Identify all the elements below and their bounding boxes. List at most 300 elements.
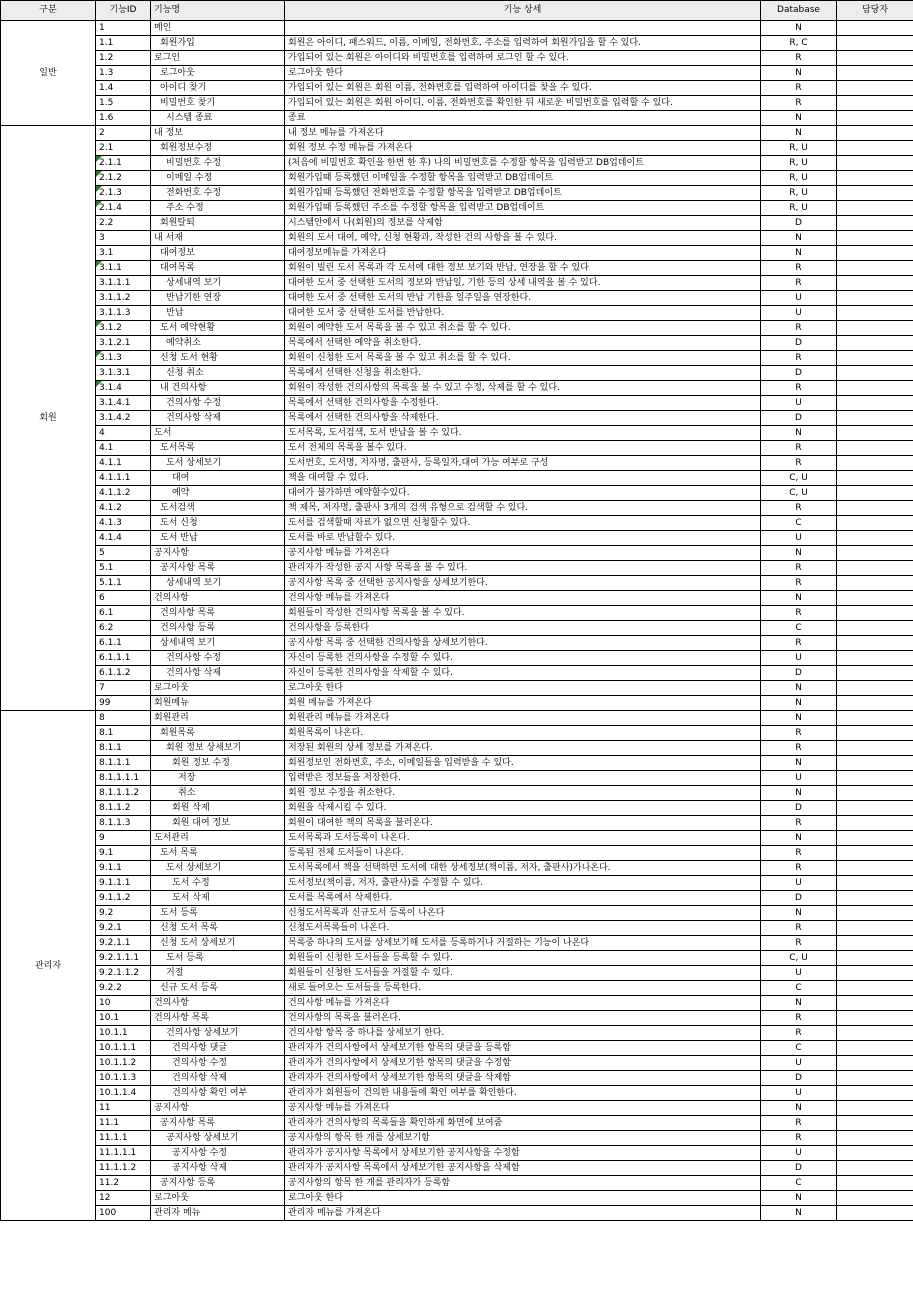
owner-cell: [837, 96, 913, 111]
function-name-cell: 대여목록: [151, 261, 285, 276]
owner-cell: [837, 1101, 913, 1116]
function-detail-cell: 대여한 도서 중 선택한 도서의 정보와 반납일, 기한 등의 상세 내역을 볼 수 있다.: [285, 276, 761, 291]
table-row: [1, 846, 913, 861]
database-cell: N: [761, 696, 837, 711]
owner-cell: [837, 396, 913, 411]
owner-cell: [837, 441, 913, 456]
database-cell: R: [761, 1026, 837, 1041]
function-id-cell: 11.1: [96, 1116, 151, 1131]
owner-cell: [837, 606, 913, 621]
database-cell: C: [761, 981, 837, 996]
table-row: [1, 621, 913, 636]
owner-cell: [837, 291, 913, 306]
owner-cell: [837, 756, 913, 771]
function-detail-cell: 가입되어 있는 회원은 회원 이름, 전화번호를 입력하여 아이디를 찾을 수 있다.: [285, 81, 761, 96]
database-cell: N: [761, 111, 837, 126]
function-name-cell: 회원메뉴: [151, 696, 285, 711]
function-name-cell: 공지사항 수정: [151, 1146, 285, 1161]
owner-cell: [837, 456, 913, 471]
header-function-id: 기능ID: [96, 1, 151, 21]
owner-cell: [837, 171, 913, 186]
function-detail-cell: 책을 대여할 수 있다.: [285, 471, 761, 486]
function-detail-cell: 회원을 삭제시킬 수 있다.: [285, 801, 761, 816]
database-cell: U: [761, 531, 837, 546]
database-cell: R: [761, 351, 837, 366]
owner-cell: [837, 696, 913, 711]
function-name-cell: 도서 상세보기: [151, 861, 285, 876]
function-id-cell: 3.1.1.1: [96, 276, 151, 291]
function-detail-cell: 공지사항 목록 중 선택한 공지사항을 상세보기한다.: [285, 576, 761, 591]
owner-cell: [837, 681, 913, 696]
function-id-cell: 8.1.1.1.1: [96, 771, 151, 786]
owner-cell: [837, 966, 913, 981]
owner-cell: [837, 636, 913, 651]
table-row: [1, 96, 913, 111]
function-detail-cell: 회원의 도서 대여, 예약, 신청 현황과, 작성한 건의 사항을 볼 수 있다.: [285, 231, 761, 246]
function-detail-cell: 회원 정보 수정을 취소한다.: [285, 786, 761, 801]
table-row: [1, 441, 913, 456]
function-id-cell: 99: [96, 696, 151, 711]
function-detail-cell: 회원 정보 수정 메뉴를 가져온다: [285, 141, 761, 156]
function-name-cell: 메인: [151, 21, 285, 36]
database-cell: D: [761, 366, 837, 381]
owner-cell: [837, 591, 913, 606]
function-name-cell: 건의사항 삭제: [151, 411, 285, 426]
function-name-cell: 건의사항 수정: [151, 396, 285, 411]
table-row: [1, 666, 913, 681]
function-detail-cell: 회원이 예약한 도서 목록을 볼 수 있고 취소를 할 수 있다.: [285, 321, 761, 336]
database-cell: R: [761, 81, 837, 96]
database-cell: R: [761, 561, 837, 576]
function-name-cell: 공지사항: [151, 1101, 285, 1116]
function-name-cell: 회원가입: [151, 36, 285, 51]
table-row: [1, 1041, 913, 1056]
owner-cell: [837, 711, 913, 726]
function-id-cell: 11.1.1.1: [96, 1146, 151, 1161]
function-detail-cell: 관리자가 건의사항에서 상세보기한 항목의 댓글을 수정함: [285, 1056, 761, 1071]
function-name-cell: 반납기한 연장: [151, 291, 285, 306]
table-row: [1, 456, 913, 471]
function-detail-cell: 대여정보메뉴를 가져온다: [285, 246, 761, 261]
function-name-cell: 회원정보수정: [151, 141, 285, 156]
function-id-cell: 4.1.2: [96, 501, 151, 516]
owner-cell: [837, 1071, 913, 1086]
owner-cell: [837, 111, 913, 126]
function-name-cell: 회원 정보 수정: [151, 756, 285, 771]
function-id-cell: 2.1.1: [96, 156, 151, 171]
function-detail-cell: [285, 21, 761, 36]
table-row: [1, 981, 913, 996]
database-cell: D: [761, 336, 837, 351]
table-row: [1, 156, 913, 171]
owner-cell: [837, 891, 913, 906]
table-row: [1, 696, 913, 711]
owner-cell: [837, 621, 913, 636]
function-id-cell: 3.1.2.1: [96, 336, 151, 351]
table-row: [1, 336, 913, 351]
function-name-cell: 건의사항 상세보기: [151, 1026, 285, 1041]
function-detail-cell: 회원가입때 등록했던 이메일을 수정할 항목을 입력받고 DB업데이트: [285, 171, 761, 186]
function-detail-cell: 로그아웃 한다: [285, 681, 761, 696]
owner-cell: [837, 516, 913, 531]
function-name-cell: 건의사항 수정: [151, 651, 285, 666]
function-detail-cell: 내 정보 메뉴를 가져온다: [285, 126, 761, 141]
function-detail-cell: 신청도서목록들이 나온다.: [285, 921, 761, 936]
owner-cell: [837, 1206, 913, 1221]
function-name-cell: 로그아웃: [151, 66, 285, 81]
owner-cell: [837, 936, 913, 951]
table-row: [1, 141, 913, 156]
function-id-cell: 9.2.1: [96, 921, 151, 936]
function-id-cell: 3.1.2: [96, 321, 151, 336]
database-cell: U: [761, 1146, 837, 1161]
function-id-cell: 9.2.1.1: [96, 936, 151, 951]
function-name-cell: 건의사항 댓글: [151, 1041, 285, 1056]
table-row: [1, 801, 913, 816]
table-row: [1, 756, 913, 771]
function-detail-cell: 회원은 아이디, 패스워드, 이름, 이메일, 전화번호, 주소를 입력하여 회원가입을 할 수 있다.: [285, 36, 761, 51]
function-id-cell: 3.1.1: [96, 261, 151, 276]
function-id-cell: 1.4: [96, 81, 151, 96]
owner-cell: [837, 186, 913, 201]
table-row: [1, 1206, 913, 1221]
table-row: [1, 531, 913, 546]
table-row: [1, 921, 913, 936]
table-row: [1, 36, 913, 51]
owner-cell: [837, 411, 913, 426]
table-row: [1, 171, 913, 186]
table-row: [1, 1176, 913, 1191]
function-detail-cell: 시스템안에서 나(회원)의 정보를 삭제함: [285, 216, 761, 231]
function-name-cell: 건의사항 수정: [151, 1056, 285, 1071]
owner-cell: [837, 921, 913, 936]
function-id-cell: 1.3: [96, 66, 151, 81]
function-name-cell: 반납: [151, 306, 285, 321]
function-name-cell: 전화번호 수정: [151, 186, 285, 201]
owner-cell: [837, 81, 913, 96]
owner-cell: [837, 576, 913, 591]
database-cell: N: [761, 1101, 837, 1116]
function-name-cell: 내 건의사항: [151, 381, 285, 396]
function-detail-cell: 종료: [285, 111, 761, 126]
function-detail-cell: 회원관리 메뉴를 가져온다: [285, 711, 761, 726]
owner-cell: [837, 321, 913, 336]
table-row: [1, 291, 913, 306]
database-cell: N: [761, 1206, 837, 1221]
database-cell: U: [761, 966, 837, 981]
function-detail-cell: 관리자가 건의사항에서 상세보기한 항목의 댓글을 삭제함: [285, 1071, 761, 1086]
function-name-cell: 내 서재: [151, 231, 285, 246]
owner-cell: [837, 996, 913, 1011]
table-row: [1, 21, 913, 36]
database-cell: N: [761, 1191, 837, 1206]
owner-cell: [837, 66, 913, 81]
database-cell: C: [761, 1041, 837, 1056]
function-id-cell: 2.1.4: [96, 201, 151, 216]
table-row: [1, 351, 913, 366]
owner-cell: [837, 336, 913, 351]
table-row: [1, 1161, 913, 1176]
function-detail-cell: 관리자가 건의사항의 목록들을 확인하게 화면에 보여줌: [285, 1116, 761, 1131]
table-row: [1, 1086, 913, 1101]
database-cell: R: [761, 1116, 837, 1131]
table-row: [1, 936, 913, 951]
table-row: [1, 1116, 913, 1131]
function-name-cell: 건의사항 삭제: [151, 1071, 285, 1086]
function-name-cell: 공지사항 목록: [151, 1116, 285, 1131]
category-cell: 관리자: [1, 711, 96, 1221]
function-detail-cell: 목록에서 선택한 건의사항을 삭제한다.: [285, 411, 761, 426]
table-row: [1, 951, 913, 966]
database-cell: R: [761, 96, 837, 111]
function-id-cell: 1.1: [96, 36, 151, 51]
owner-cell: [837, 351, 913, 366]
function-detail-cell: 공지사항의 항목 한 개를 상세보기함: [285, 1131, 761, 1146]
function-detail-cell: 건의사항을 등록한다: [285, 621, 761, 636]
table-row: [1, 246, 913, 261]
function-name-cell: 도서 상세보기: [151, 456, 285, 471]
function-name-cell: 시스템 종료: [151, 111, 285, 126]
table-row: [1, 126, 913, 141]
category-cell: 일반: [1, 21, 96, 126]
function-id-cell: 4.1.4: [96, 531, 151, 546]
database-cell: R, U: [761, 186, 837, 201]
function-detail-cell: 회원들이 신청한 도서들을 등록할 수 있다.: [285, 951, 761, 966]
table-row: [1, 606, 913, 621]
table-row: [1, 261, 913, 276]
function-detail-cell: 도서를 목록에서 삭제한다.: [285, 891, 761, 906]
table-row: [1, 81, 913, 96]
function-detail-cell: 회원이 빌린 도서 목록과 각 도서에 대한 정보 보기와 반납, 연장을 할 수 있다: [285, 261, 761, 276]
function-detail-cell: 회원들이 신청한 도서들을 거절할 수 있다.: [285, 966, 761, 981]
table-row: [1, 1011, 913, 1026]
table-row: [1, 891, 913, 906]
function-id-cell: 2.2: [96, 216, 151, 231]
function-detail-cell: 건의사항 메뉴를 가져온다: [285, 996, 761, 1011]
function-id-cell: 4.1: [96, 441, 151, 456]
header-category: 구분: [1, 1, 96, 21]
table-header: [1, 1, 913, 21]
table-row: [1, 681, 913, 696]
owner-cell: [837, 741, 913, 756]
function-id-cell: 3.1.4.1: [96, 396, 151, 411]
function-id-cell: 8.1.1.3: [96, 816, 151, 831]
function-name-cell: 비밀번호 찾기: [151, 96, 285, 111]
function-id-cell: 10.1.1.1: [96, 1041, 151, 1056]
table-row: [1, 426, 913, 441]
function-name-cell: 상세내역 보기: [151, 576, 285, 591]
function-name-cell: 주소 수정: [151, 201, 285, 216]
function-detail-cell: 목록에서 선택한 신청을 취소한다.: [285, 366, 761, 381]
table-row: [1, 771, 913, 786]
function-id-cell: 3.1.4: [96, 381, 151, 396]
function-id-cell: 9.1.1.2: [96, 891, 151, 906]
function-id-cell: 3: [96, 231, 151, 246]
function-id-cell: 11.1.1: [96, 1131, 151, 1146]
function-detail-cell: 등록된 전체 도서들이 나온다.: [285, 846, 761, 861]
database-cell: D: [761, 801, 837, 816]
function-id-cell: 2.1.3: [96, 186, 151, 201]
function-name-cell: 건의사항 등록: [151, 621, 285, 636]
function-name-cell: 도서목록: [151, 441, 285, 456]
database-cell: R: [761, 456, 837, 471]
function-name-cell: 도서 예약현황: [151, 321, 285, 336]
owner-cell: [837, 36, 913, 51]
owner-cell: [837, 861, 913, 876]
function-name-cell: 대여정보: [151, 246, 285, 261]
database-cell: C, U: [761, 951, 837, 966]
database-cell: R, U: [761, 156, 837, 171]
database-cell: N: [761, 426, 837, 441]
function-detail-cell: 회원이 작성한 건의사항의 목록을 볼 수 있고 수정, 삭제를 할 수 있다.: [285, 381, 761, 396]
owner-cell: [837, 531, 913, 546]
owner-cell: [837, 381, 913, 396]
function-name-cell: 상세내역 보기: [151, 276, 285, 291]
database-cell: N: [761, 591, 837, 606]
database-cell: C: [761, 621, 837, 636]
database-cell: N: [761, 711, 837, 726]
function-id-cell: 4.1.1: [96, 456, 151, 471]
table-row: [1, 576, 913, 591]
function-id-cell: 10.1.1.2: [96, 1056, 151, 1071]
table-row: [1, 726, 913, 741]
function-name-cell: 신청 취소: [151, 366, 285, 381]
database-cell: R, U: [761, 141, 837, 156]
owner-cell: [837, 126, 913, 141]
owner-cell: [837, 306, 913, 321]
owner-cell: [837, 561, 913, 576]
header-function-name: 기능명: [151, 1, 285, 21]
header-owner: 담당자: [837, 1, 913, 21]
function-id-cell: 8.1.1.1.2: [96, 786, 151, 801]
table-row: [1, 861, 913, 876]
owner-cell: [837, 1116, 913, 1131]
table-row: [1, 741, 913, 756]
function-id-cell: 8: [96, 711, 151, 726]
function-id-cell: 2: [96, 126, 151, 141]
owner-cell: [837, 1086, 913, 1101]
owner-cell: [837, 51, 913, 66]
table-row: [1, 66, 913, 81]
function-detail-cell: 대여한 도서 중 선택한 도서를 반납한다.: [285, 306, 761, 321]
owner-cell: [837, 501, 913, 516]
function-id-cell: 3.1: [96, 246, 151, 261]
owner-cell: [837, 876, 913, 891]
database-cell: R: [761, 726, 837, 741]
database-cell: U: [761, 651, 837, 666]
function-name-cell: 아이디 찾기: [151, 81, 285, 96]
table-row: [1, 996, 913, 1011]
function-id-cell: 100: [96, 1206, 151, 1221]
category-cell: 회원: [1, 126, 96, 711]
database-cell: D: [761, 1161, 837, 1176]
function-name-cell: 도서 수정: [151, 876, 285, 891]
function-id-cell: 12: [96, 1191, 151, 1206]
function-id-cell: 10.1.1: [96, 1026, 151, 1041]
table-row: [1, 321, 913, 336]
function-detail-cell: 회원가입때 등록했던 전화번호를 수정할 항목을 입력받고 DB업데이트: [285, 186, 761, 201]
table-row: [1, 396, 913, 411]
table-row: [1, 306, 913, 321]
function-detail-cell: 공지사항 메뉴를 가져온다: [285, 1101, 761, 1116]
function-detail-cell: 새로 들어오는 도서들을 등록한다.: [285, 981, 761, 996]
function-id-cell: 5: [96, 546, 151, 561]
function-detail-cell: 도서번호, 도서명, 저자명, 출판사, 등록일자,대여 가능 여부로 구성: [285, 456, 761, 471]
function-id-cell: 9.2: [96, 906, 151, 921]
owner-cell: [837, 951, 913, 966]
function-id-cell: 10.1: [96, 1011, 151, 1026]
function-detail-cell: 건의사항의 목록을 불러온다.: [285, 1011, 761, 1026]
database-cell: R: [761, 846, 837, 861]
function-id-cell: 3.1.1.2: [96, 291, 151, 306]
function-detail-cell: 건의사항 메뉴를 가져온다: [285, 591, 761, 606]
owner-cell: [837, 246, 913, 261]
table-row: [1, 276, 913, 291]
function-id-cell: 8.1: [96, 726, 151, 741]
owner-cell: [837, 846, 913, 861]
function-name-cell: 신청 도서 현황: [151, 351, 285, 366]
function-name-cell: 회원탈퇴: [151, 216, 285, 231]
function-detail-cell: 도서를 바로 반납할수 있다.: [285, 531, 761, 546]
function-name-cell: 도서 목록: [151, 846, 285, 861]
function-detail-cell: 도서목록, 도서검색, 도서 반납을 볼 수 있다.: [285, 426, 761, 441]
database-cell: U: [761, 306, 837, 321]
table-row: [1, 516, 913, 531]
function-detail-cell: 공지사항 메뉴를 가져온다: [285, 546, 761, 561]
table-row: [1, 486, 913, 501]
database-cell: C, U: [761, 486, 837, 501]
function-detail-cell: 도서 전체의 목록을 볼수 있다.: [285, 441, 761, 456]
database-cell: U: [761, 396, 837, 411]
database-cell: R: [761, 276, 837, 291]
owner-cell: [837, 1176, 913, 1191]
function-name-cell: 공지사항 삭제: [151, 1161, 285, 1176]
owner-cell: [837, 1191, 913, 1206]
owner-cell: [837, 771, 913, 786]
function-detail-cell: 회원가입때 등록했던 주소를 수정할 항목을 입력받고 DB업데이트: [285, 201, 761, 216]
function-detail-cell: 목록에서 선택한 건의사항을 수정한다.: [285, 396, 761, 411]
table-row: [1, 906, 913, 921]
function-detail-cell: 관리자가 건의사항에서 상세보기한 항목의 댓글을 등록함: [285, 1041, 761, 1056]
function-id-cell: 11.1.1.2: [96, 1161, 151, 1176]
function-detail-cell: 회원들이 작성한 건의사항 목록을 볼 수 있다.: [285, 606, 761, 621]
function-detail-cell: 회원이 신청한 도서 목록을 볼 수 있고 취소를 할 수 있다.: [285, 351, 761, 366]
function-name-cell: 내 정보: [151, 126, 285, 141]
function-name-cell: 건의사항: [151, 591, 285, 606]
table-row: [1, 546, 913, 561]
function-id-cell: 6.1.1.1: [96, 651, 151, 666]
function-id-cell: 9.2.1.1.1: [96, 951, 151, 966]
table-row: [1, 411, 913, 426]
function-id-cell: 9.1.1.1: [96, 876, 151, 891]
function-name-cell: 저장: [151, 771, 285, 786]
function-id-cell: 9.1.1: [96, 861, 151, 876]
database-cell: R: [761, 1131, 837, 1146]
function-detail-cell: 로그아웃 한다: [285, 1191, 761, 1206]
function-name-cell: 신청 도서 상세보기: [151, 936, 285, 951]
function-detail-cell: 회원목록이 나온다.: [285, 726, 761, 741]
owner-cell: [837, 1041, 913, 1056]
table-row: [1, 186, 913, 201]
owner-cell: [837, 141, 913, 156]
database-cell: N: [761, 906, 837, 921]
header-function-detail: 기능 상세: [285, 1, 761, 21]
function-id-cell: 6: [96, 591, 151, 606]
database-cell: U: [761, 291, 837, 306]
database-cell: N: [761, 66, 837, 81]
table-row: [1, 966, 913, 981]
database-cell: N: [761, 231, 837, 246]
